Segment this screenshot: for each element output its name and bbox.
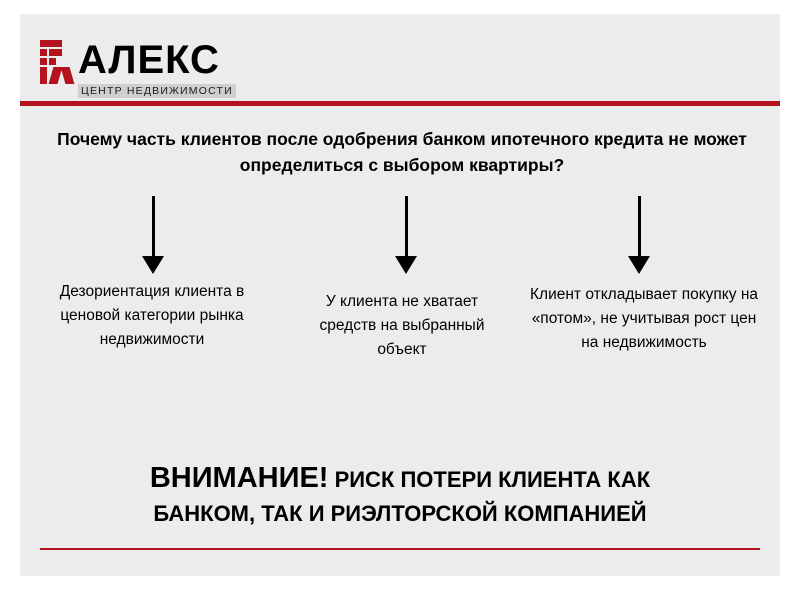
logo-tagline: ЦЕНТР НЕДВИЖИМОСТИ	[78, 84, 236, 98]
attention-callout	[40, 462, 760, 527]
attention-keyword: ВНИМАНИЕ!	[149, 462, 329, 494]
footer-divider	[40, 548, 760, 550]
header-divider	[20, 101, 780, 106]
reason-text: Клиент откладывает покупку на «потом», не учитывая рост цен на недвижимость	[530, 286, 758, 351]
logo-wordmark: АЛЕКС	[78, 38, 220, 82]
company-logo	[40, 40, 300, 100]
down-arrow-icon	[395, 196, 419, 276]
brick-blocks-icon	[40, 40, 74, 84]
down-arrow-icon	[142, 196, 166, 276]
attention-line2: БАНКОМ, ТАК И РИЭЛТОРСКОЙ КОМПАНИЕЙ	[153, 501, 647, 526]
attention-line1: РИСК ПОТЕРИ КЛИЕНТА КАК	[328, 467, 651, 492]
reason-text: Дезориентация клиента в ценовой категории рынка недвижимости	[59, 283, 245, 348]
reason-text: У клиента не хватает средств на выбранный объект	[319, 293, 485, 358]
down-arrow-icon	[628, 196, 652, 276]
slide-question: Почему часть клиентов после одобрения банком ипотечного кредита не может определиться с выбором квартиры?	[57, 129, 747, 175]
